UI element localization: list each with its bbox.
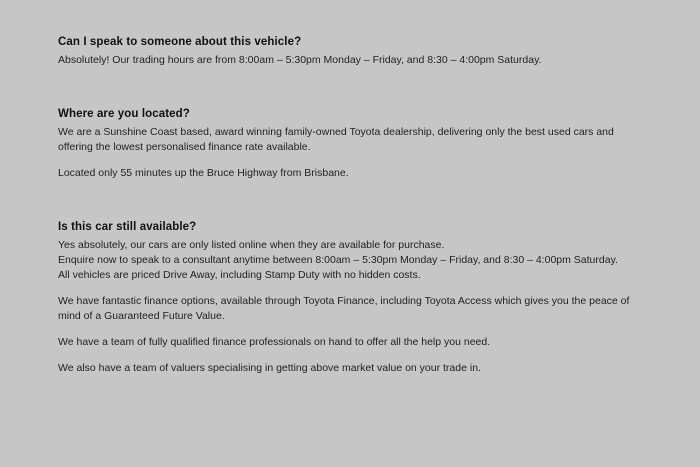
faq-answer-paragraph: All vehicles are priced Drive Away, including Stamp Duty with no hidden costs.: [58, 269, 421, 281]
faq-answer-paragraph: Enquire now to speak to a consultant anytime between 8:00am – 5:30pm Monday – Friday, and 8:30 – 4:00pm Saturday.: [58, 254, 618, 266]
faq-section-speak-to-someone: [58, 36, 642, 68]
faq-question: Is this car still available?: [58, 221, 197, 233]
faq-question: Can I speak to someone about this vehicle?: [58, 36, 302, 48]
faq-section-availability: [58, 221, 642, 376]
faq-answer-paragraph: We are a Sunshine Coast based, award winning family-owned Toyota dealership, delivering only the best used cars and offering the lowest personalised finance rate available.: [58, 126, 614, 153]
faq-question: Where are you located?: [58, 108, 190, 120]
faq-section-location: [58, 108, 642, 181]
faq-answer-paragraph: We have a team of fully qualified finance professionals on hand to offer all the help you need.: [58, 336, 491, 348]
faq-answer-paragraph: Yes absolutely, our cars are only listed online when they are available for purchase.: [58, 239, 445, 251]
section-spacer: [58, 207, 642, 221]
faq-answer-paragraph: Located only 55 minutes up the Bruce Highway from Brisbane.: [58, 167, 349, 179]
section-spacer: [58, 94, 642, 108]
faq-answer-paragraph: Absolutely! Our trading hours are from 8:00am – 5:30pm Monday – Friday, and 8:30 – 4:00pm Saturday.: [58, 54, 542, 66]
faq-answer-paragraph: We have fantastic finance options, available through Toyota Finance, including Toyota Access which gives you the peace of mind of a Guaranteed Future Value.: [58, 295, 630, 322]
faq-answer-paragraph: We also have a team of valuers specialising in getting above market value on your trade in.: [58, 362, 481, 374]
